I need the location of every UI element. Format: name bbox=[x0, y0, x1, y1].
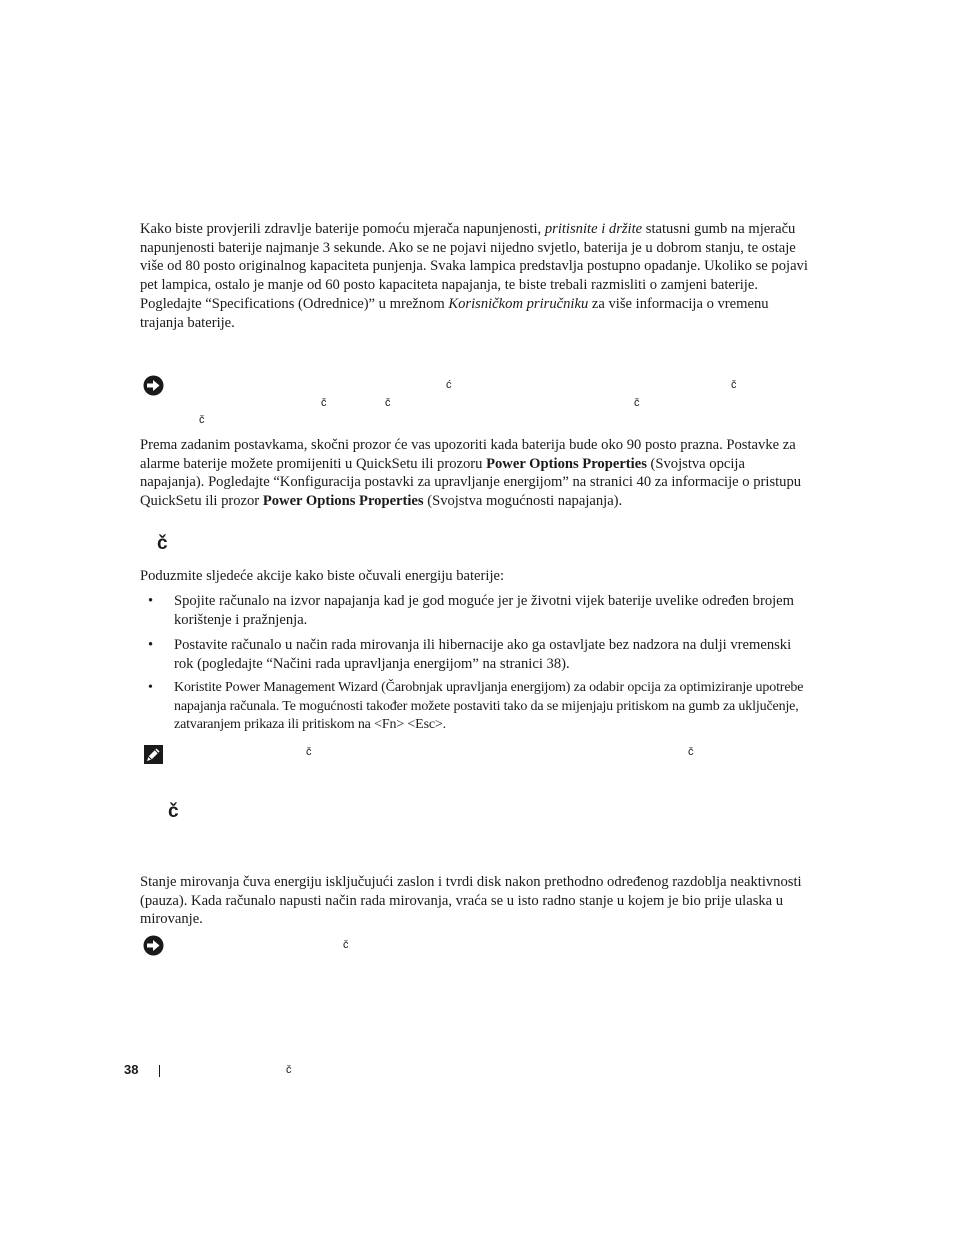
notice-icon bbox=[143, 375, 164, 396]
footer-text-fragment: č bbox=[286, 1064, 292, 1076]
notice-text-fragment: č bbox=[731, 379, 737, 391]
notice-text-fragment: č bbox=[321, 397, 327, 409]
section-heading: č bbox=[168, 801, 179, 822]
notice-text-fragment: č bbox=[199, 414, 205, 426]
note-text-fragment: č bbox=[306, 746, 312, 758]
list-item-text: Spojite računalo na izvor napajanja kad je god moguće jer je životni vijek baterije uvelike određen brojem korištenje i pražnjenja. bbox=[174, 593, 795, 628]
note-pencil-icon bbox=[143, 744, 164, 765]
standby-paragraph: Stanje mirovanja čuva energiju isključujući zaslon i tvrdi disk nakon prethodno određenog razdoblja neaktivnosti (pauza). Kada računalo napusti način rada mirovanja, vraća se u isto radno stanje u kojem je bio prije ulaska u mirovanje. bbox=[140, 874, 802, 928]
notice-text-fragment: č bbox=[343, 939, 349, 951]
bullet-icon: • bbox=[148, 680, 153, 695]
list-item-text: Postavite računalo u način rada mirovanja ili hibernacije ako ga ostavljate bez nadzora na dulji vremenski rok (pogledajte “Načini rada upravljanja energijom” na stranici 38). bbox=[174, 637, 792, 672]
battery-alarm-paragraph: Prema zadanim postavkama, skočni prozor će vas upozoriti kada baterija bude oko 90 posto prazna. Postavke za alarme baterije možete promijeniti u QuickSetu ili prozoru Power Options Properties (Svojstva opcija napajanja). Pogledajte “Konfiguracija postavki za upravljanje energijom” na stranici 40 za informacije o pristupu QuickSetu ili prozor Power Options Properties (Svojstva mogućnosti napajanja). bbox=[140, 437, 802, 510]
notice-text-fragment: č bbox=[634, 397, 640, 409]
note-text-fragment: č bbox=[688, 746, 694, 758]
page-number: 38 bbox=[124, 1062, 139, 1077]
notice-text-fragment: ć bbox=[446, 379, 452, 391]
battery-health-paragraph: Kako biste provjerili zdravlje baterije pomoću mjerača napunjenosti, pritisnite i držite statusni gumb na mjeraču napunjenosti baterije najmanje 3 sekunde. Ako se ne pojavi nijedno svjetlo, baterija je u dobrom stanju, te ostaje više od 80 posto originalnog kapaciteta punjenja. Svaka lampica predstavlja postupno opadanje. Ukoliko se pojavi pet lampica, ostalo je manje od 60 posto kapaciteta napajanja, te biste trebali razmisliti o zamjeni baterije. Pogledajte “Specifications (Odrednice)” u mrežnom Korisničkom priručniku za više informacija o vremenu trajanja baterije. bbox=[140, 221, 808, 331]
bullet-icon: • bbox=[148, 593, 154, 609]
bullet-icon: • bbox=[148, 637, 154, 653]
footer-divider bbox=[159, 1065, 160, 1077]
notice-text-fragment: č bbox=[385, 397, 391, 409]
section-heading: č bbox=[157, 533, 168, 554]
notice-icon bbox=[143, 935, 164, 956]
list-item-text: Koristite Power Management Wizard (Čarobnjak upravljanja energijom) za odabir opcija za optimiziranje upotrebe napajanja računala. Te mogućnosti također možete postaviti tako da se mijenjaju pritiskom na gumb za uključenje, zatvaranjem prikaza ili pritiskom na <Fn> <Esc>. bbox=[174, 680, 804, 733]
conserve-intro: Poduzmite sljedeće akcije kako biste očuvali energiju baterije: bbox=[140, 568, 505, 584]
